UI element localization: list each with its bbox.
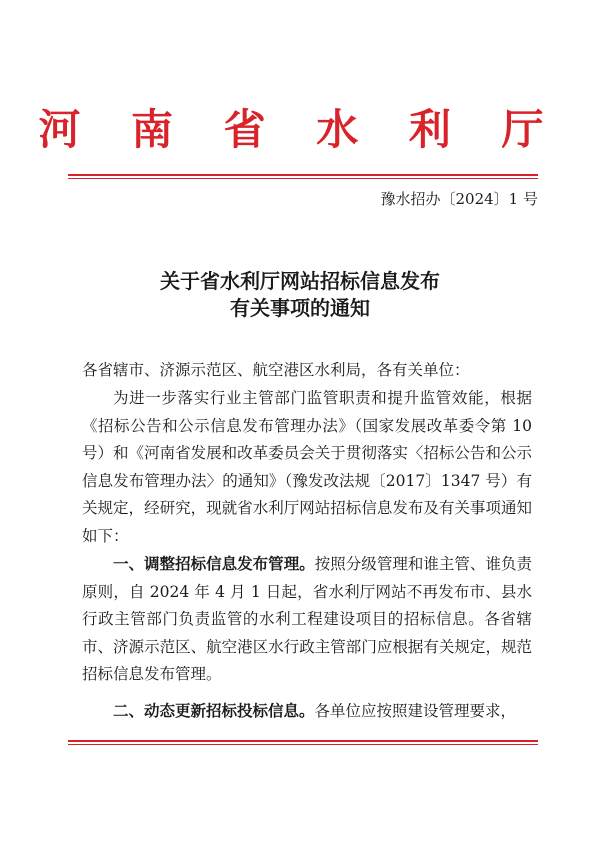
section-1-heading: 一、调整招标信息发布管理。 [113, 554, 315, 573]
intro-paragraph: 为进一步落实行业主管部门监管职责和提升监管效能，根据《招标公告和公示信息发布管理办法》（国家发展改革委令第 10 号）和《河南省发展和改革委员会关于贯彻落实〈招标公告和公示信息发布管理办法〉的通知》（豫发改法规〔2017〕1347 号）有关规定，经研究，现就省水利厅网站招标信息发布及有关事项通知如下： [82, 389, 532, 545]
title-line-1: 关于省水利厅网站招标信息发布 [160, 269, 440, 293]
letterhead-red-rule [68, 174, 538, 179]
document-title [0, 268, 600, 322]
section-2-text: 各单位应按照建设管理要求， [314, 701, 517, 720]
section-2-heading: 二、动态更新招标投标信息。 [113, 700, 315, 720]
section-2-paragraph [82, 697, 532, 726]
footer-red-rule [68, 740, 538, 745]
section-1-paragraph [82, 550, 532, 689]
section-1-text: 按照分级管理和谁主管、谁负责原则，自 2024 年 4 月 1 日起，省水利厅网站不再发布市、县水行政主管部门负责监管的水利工程建设项目的招标信息。各省辖市、济源示范区、航空港区水行政主管部门应根据有关规定，规范招标信息发布管理。 [82, 555, 532, 683]
document-number: 豫水招办〔2024〕1 号 [380, 190, 538, 208]
title-line-2: 有关事项的通知 [230, 296, 370, 320]
letterhead-org-name: 河 南 省 水 利 厅 [38, 105, 562, 154]
document-body [82, 385, 532, 725]
salutation: 各省辖市、济源示范区、航空港区水利局，各有关单位： [82, 361, 470, 379]
